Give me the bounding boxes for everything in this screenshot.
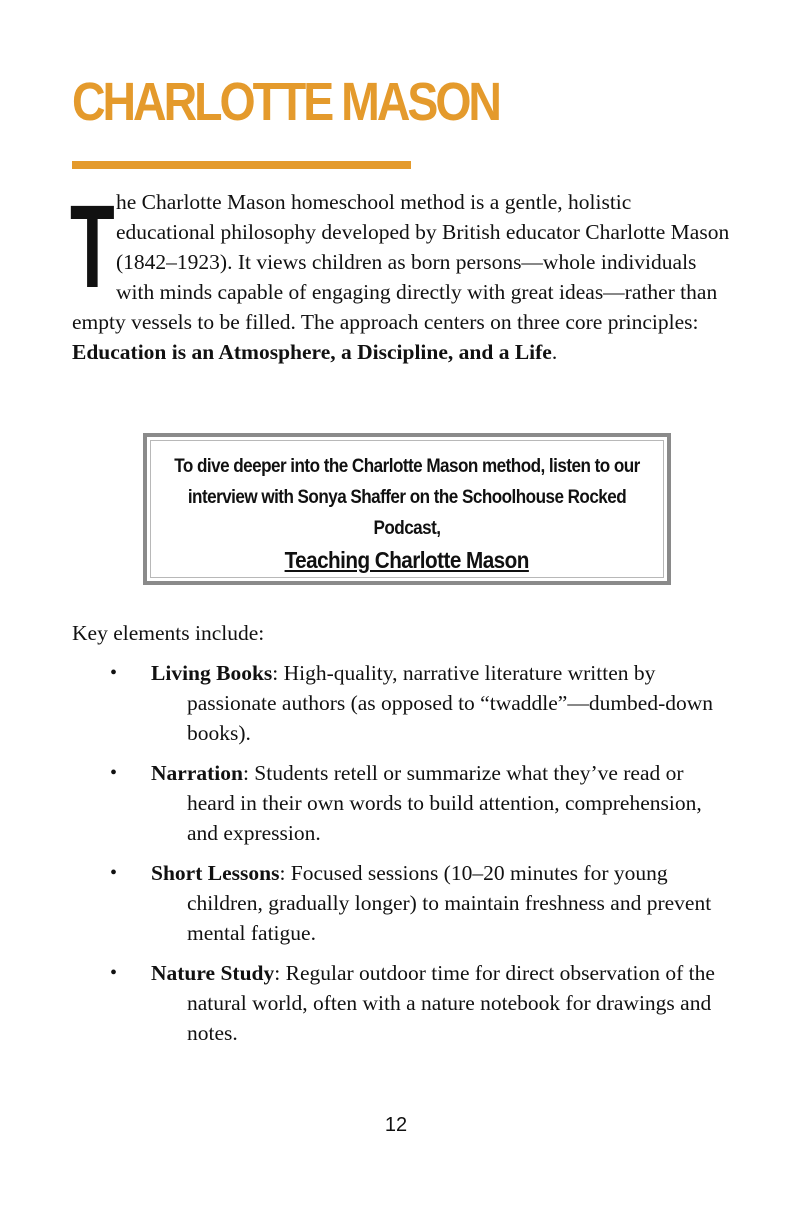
page-number: 12 bbox=[384, 1114, 408, 1136]
podcast-callout-box bbox=[143, 433, 671, 585]
bullet-icon: • bbox=[110, 862, 118, 884]
list-item-description: : Focused sessions (10–20 minutes for young children, gradually longer) to maintain freshness and prevent mental fatigue. bbox=[187, 861, 712, 945]
list-item bbox=[72, 658, 732, 748]
intro-core-principles: Education is an Atmosphere, a Discipline, and a Life bbox=[72, 340, 552, 364]
key-elements-intro: Key elements include: bbox=[72, 621, 265, 645]
list-item-description: : Regular outdoor time for direct observation of the natural world, often with a nature notebook for drawings and notes. bbox=[187, 961, 715, 1045]
list-item-term: Narration bbox=[151, 761, 243, 785]
intro-text-end: . bbox=[551, 340, 558, 364]
list-item-term: Nature Study bbox=[151, 961, 275, 985]
bullet-icon: • bbox=[110, 662, 118, 684]
key-elements-list bbox=[72, 658, 732, 1058]
list-item bbox=[72, 958, 732, 1048]
list-item-term: Short Lessons bbox=[151, 861, 280, 885]
list-item bbox=[72, 858, 732, 948]
list-item-description: : Students retell or summarize what they’ve read or heard in their own words to build attention, comprehension, and expression. bbox=[187, 761, 702, 845]
podcast-episode-link[interactable]: Teaching Charlotte Mason bbox=[284, 547, 530, 573]
drop-cap: T bbox=[70, 181, 115, 313]
list-item bbox=[72, 758, 732, 848]
intro-text-lead: he Charlotte Mason homeschool method is a gentle, holistic educational philosophy developed by British educator Charlotte Mason (1842–1923). It views children as born persons—whole individuals with minds capable of engaging directly with great ideas—rather than empty vessels to be filled. The approach centers on three core principles: bbox=[72, 190, 730, 334]
bullet-icon: • bbox=[110, 962, 118, 984]
page-title: CHARLOTTE MASON bbox=[72, 72, 499, 132]
list-item-term: Living Books bbox=[151, 661, 273, 685]
title-underline-rule bbox=[72, 161, 411, 169]
callout-text: To dive deeper into the Charlotte Mason method, listen to our interview with Sonya Shaffer on the Schoolhouse Rocked Podcast, bbox=[174, 456, 640, 539]
intro-paragraph bbox=[70, 181, 732, 367]
list-item-description: : High-quality, narrative literature written by passionate authors (as opposed to “twaddle”—dumbed-down books). bbox=[187, 661, 714, 745]
bullet-icon: • bbox=[110, 762, 118, 784]
